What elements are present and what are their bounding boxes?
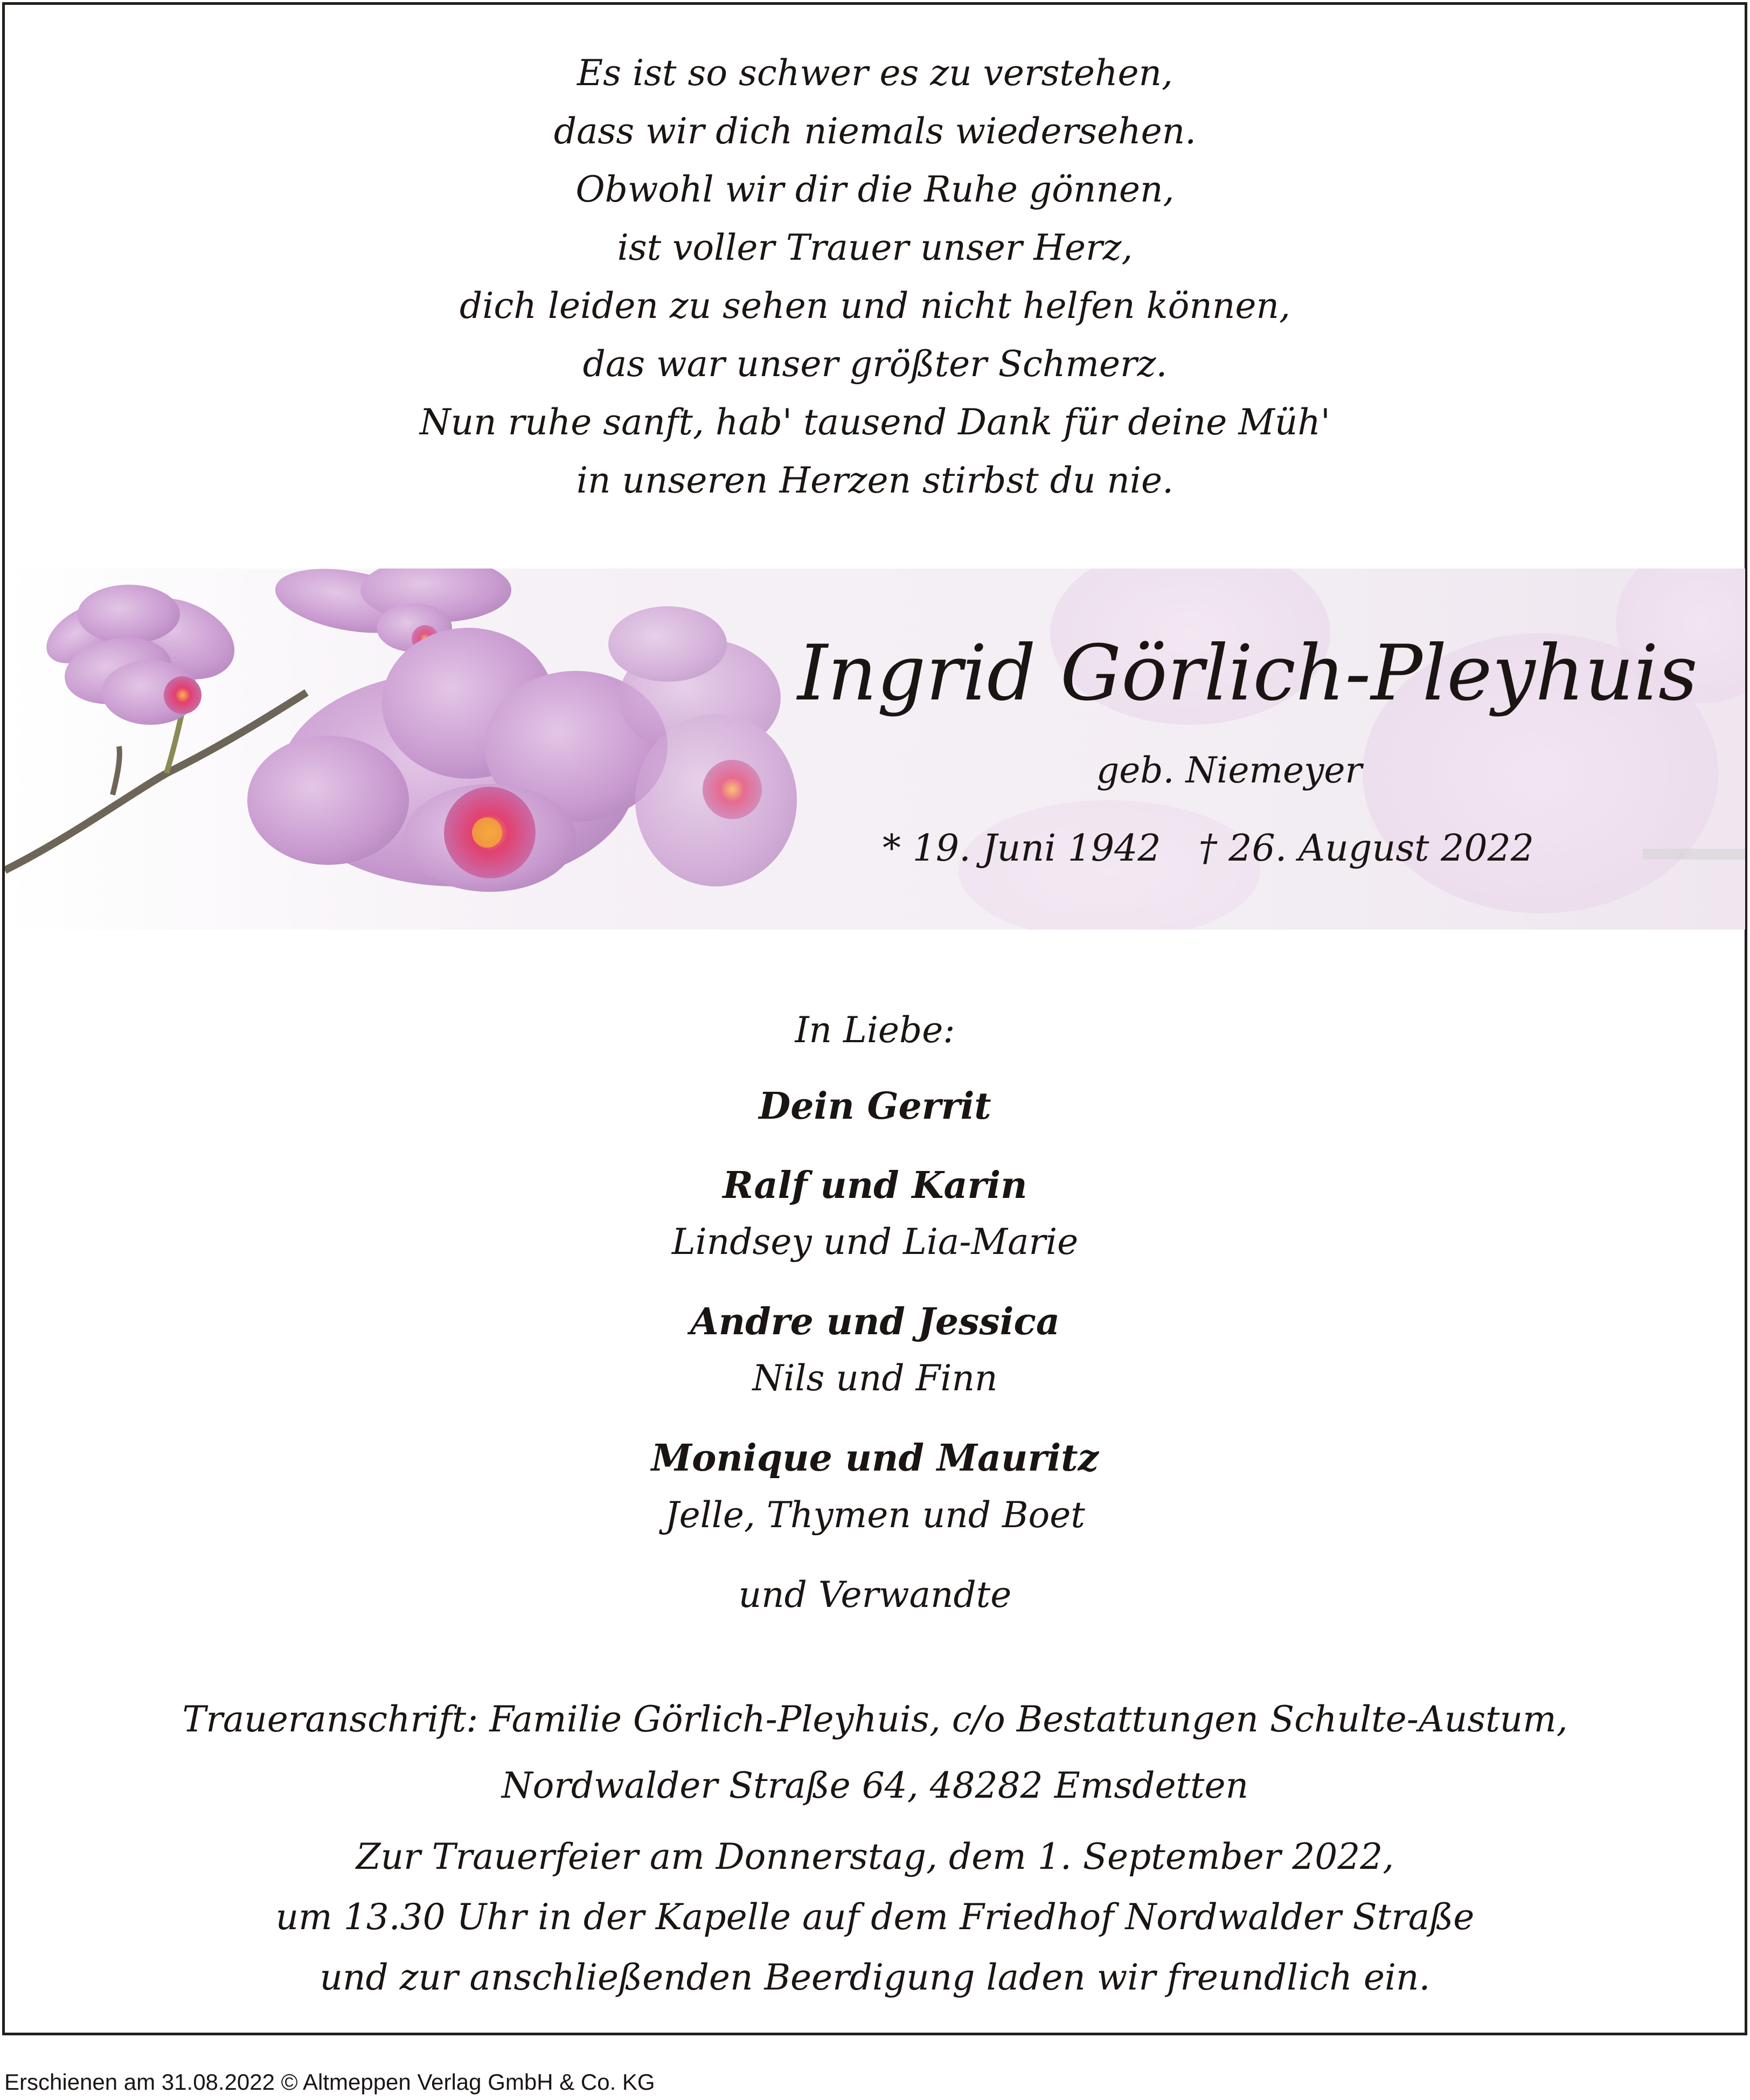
mourner-name: Ralf und Karin — [723, 1164, 1027, 1207]
poem-line: Nun ruhe sanft, hab' tausend Dank für deine Müh' — [419, 401, 1331, 443]
maiden-name: geb. Niemeyer — [1096, 750, 1362, 791]
mourner-name: Dein Gerrit — [759, 1085, 991, 1128]
poem-line: ist voller Trauer unser Herz, — [617, 227, 1133, 268]
address-line: Traueranschrift: Familie Görlich-Pleyhuis, c/o Bestattungen Schulte-Austum, — [182, 1699, 1568, 1740]
mourner-children: Lindsey und Lia-Marie — [671, 1221, 1079, 1263]
deceased-name: Ingrid Görlich-Pleyhuis — [797, 629, 1698, 718]
orchid-banner — [5, 569, 1745, 930]
poem — [0, 44, 1750, 510]
poem-line: dass wir dich niemals wiedersehen. — [553, 110, 1197, 152]
mourner-name: Monique und Mauritz — [651, 1437, 1099, 1480]
poem-line: in unseren Herzen stirbst du nie. — [576, 460, 1174, 501]
life-dates — [883, 824, 1534, 873]
death-date: † 26. August 2022 — [1198, 827, 1534, 870]
mourners-intro: In Liebe: — [795, 1009, 955, 1051]
mourning-address — [0, 1681, 1750, 1814]
birth-date: * 19. Juni 1942 — [883, 827, 1161, 870]
poem-line: Obwohl wir dir die Ruhe gönnen, — [575, 169, 1175, 210]
mourner-children: Nils und Finn — [752, 1357, 998, 1399]
invitation-line: und zur anschließenden Beerdigung laden wir freundlich ein. — [320, 1957, 1430, 1998]
invitation-line: um 13.30 Uhr in der Kapelle auf dem Friedhof Nordwalder Straße — [275, 1896, 1475, 1938]
publication-footer: Erschienen am 31.08.2022 © Altmeppen Verlag GmbH & Co. KG — [4, 2069, 655, 2095]
poem-line: Es ist so schwer es zu verstehen, — [577, 52, 1173, 94]
funeral-invitation — [0, 1827, 1750, 2008]
poem-line: dich leiden zu sehen und nicht helfen können, — [460, 285, 1290, 327]
mourners-closing: und Verwandte — [738, 1574, 1012, 1616]
poem-line: das war unser größter Schmerz. — [582, 343, 1168, 385]
address-line: Nordwalder Straße 64, 48282 Emsdetten — [501, 1765, 1249, 1806]
mourner-children: Jelle, Thymen und Boet — [665, 1494, 1085, 1536]
mourner-name: Andre und Jessica — [690, 1300, 1060, 1343]
orchid-illustration — [5, 569, 1745, 930]
invitation-line: Zur Trauerfeier am Donnerstag, dem 1. September 2022, — [356, 1836, 1394, 1877]
